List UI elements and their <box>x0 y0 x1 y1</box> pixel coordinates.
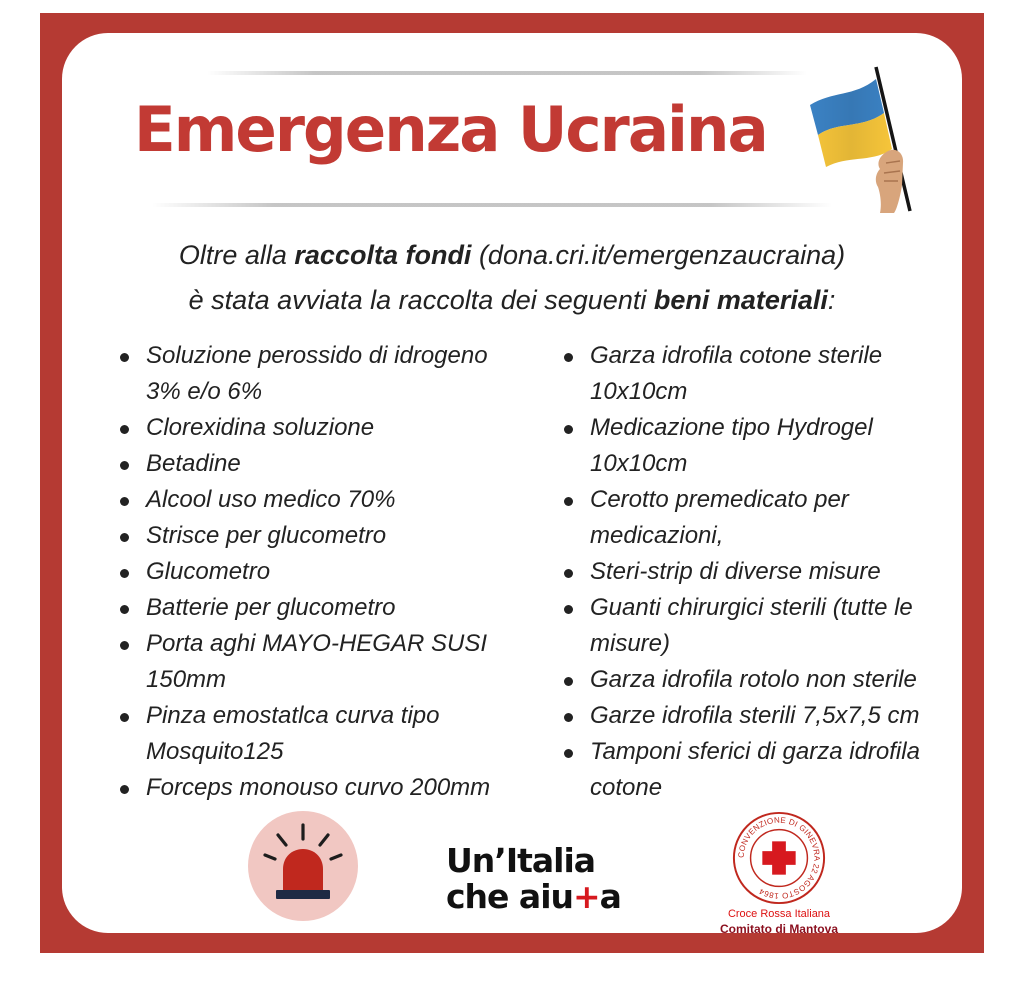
list-item <box>562 734 962 806</box>
supplies-list-right <box>562 338 962 806</box>
list-item <box>562 590 962 662</box>
list-item <box>562 554 962 590</box>
supplies-list-left <box>118 338 548 806</box>
list-item-line: Medicazione tipo Hydrogel <box>590 414 873 441</box>
list-item-line: Garze idrofila sterili 7,5x7,5 cm <box>590 702 920 729</box>
page-title: Emergenza Ucraina <box>134 93 767 166</box>
list-item <box>118 770 548 806</box>
emblem-ring-text: CONVENZIONE DI GINEVRA 22 AGOSTO 1864 <box>736 815 822 901</box>
ukraine-flag-icon <box>792 53 912 213</box>
list-item-line: Glucometro <box>146 558 271 585</box>
divider-bottom <box>152 203 832 207</box>
intro-line-1 <box>62 242 962 269</box>
intro-text: : <box>827 285 836 315</box>
list-item-line: medicazioni, <box>590 522 724 549</box>
list-item-line: 10x10cm <box>590 378 688 405</box>
divider-top <box>207 71 807 75</box>
list-item-line: Guanti chirurgici sterili (tutte le <box>590 594 913 621</box>
list-item-line: Soluzione perossido di idrogeno <box>146 342 488 369</box>
list-item-line: 10x10cm <box>590 450 688 477</box>
list-item-line: Garza idrofila rotolo non sterile <box>590 666 917 693</box>
list-item <box>562 662 962 698</box>
list-item <box>118 554 548 590</box>
list-item <box>118 338 548 410</box>
red-cross-emblem-icon <box>730 809 828 907</box>
logo-text: che aiu <box>446 877 573 916</box>
list-item-line: Batterie per glucometro <box>146 594 396 621</box>
list-item-line: Tamponi sferici di garza idrofila <box>590 738 920 765</box>
list-item <box>562 410 962 482</box>
list-item <box>562 698 962 734</box>
siren-icon <box>248 811 358 921</box>
list-item-line: misure) <box>590 630 671 657</box>
list-item <box>118 626 548 698</box>
logo-text: a <box>599 877 621 916</box>
intro-emphasis-fundraising: raccolta fondi <box>294 240 472 270</box>
intro-text: è stata avviata la raccolta dei seguenti <box>188 285 654 315</box>
list-item-line: Clorexidina soluzione <box>146 414 375 441</box>
logo-line-2 <box>446 879 621 915</box>
intro-line-2 <box>62 287 962 314</box>
logo-cross: + <box>573 877 600 916</box>
list-item-line: Alcool uso medico 70% <box>146 486 396 513</box>
list-item <box>118 482 548 518</box>
intro-text: (dona.cri.it/emergenzaucraina) <box>471 240 846 270</box>
list-item-line: Cerotto premedicato per <box>590 486 849 513</box>
list-item <box>118 446 548 482</box>
list-item-line: Strisce per glucometro <box>146 522 387 549</box>
poster-card <box>62 33 962 936</box>
logo-line-1: Un’Italia <box>446 841 596 880</box>
list-item-line: 150mm <box>146 666 227 693</box>
list-item-line: Forceps monouso curvo 200mm <box>146 774 491 801</box>
poster-frame <box>40 13 984 953</box>
list-item <box>562 482 962 554</box>
list-item <box>118 590 548 626</box>
org-name: Croce Rossa Italiana <box>727 908 831 920</box>
list-item-line: Porta aghi MAYO-HEGAR SUSI <box>146 630 487 657</box>
list-item-line: Steri-strip di diverse misure <box>590 558 881 585</box>
list-item-line: Pinza emostatlca curva tipo <box>146 702 440 729</box>
list-item-line: Betadine <box>146 450 241 477</box>
list-item <box>118 518 548 554</box>
list-item <box>562 338 962 410</box>
list-item-line: cotone <box>590 774 663 801</box>
intro-emphasis-goods: beni materiali <box>653 285 828 315</box>
unitalia-che-aiuta-logo <box>446 843 621 915</box>
list-item-line: Mosquito125 <box>146 738 284 765</box>
intro-text: Oltre alla <box>178 240 295 270</box>
org-committee: Comitato di Mantova <box>719 922 838 936</box>
list-item <box>118 410 548 446</box>
list-item <box>118 698 548 770</box>
list-item-line: Garza idrofila cotone sterile <box>590 342 883 369</box>
list-item-line: 3% e/o 6% <box>146 378 263 405</box>
